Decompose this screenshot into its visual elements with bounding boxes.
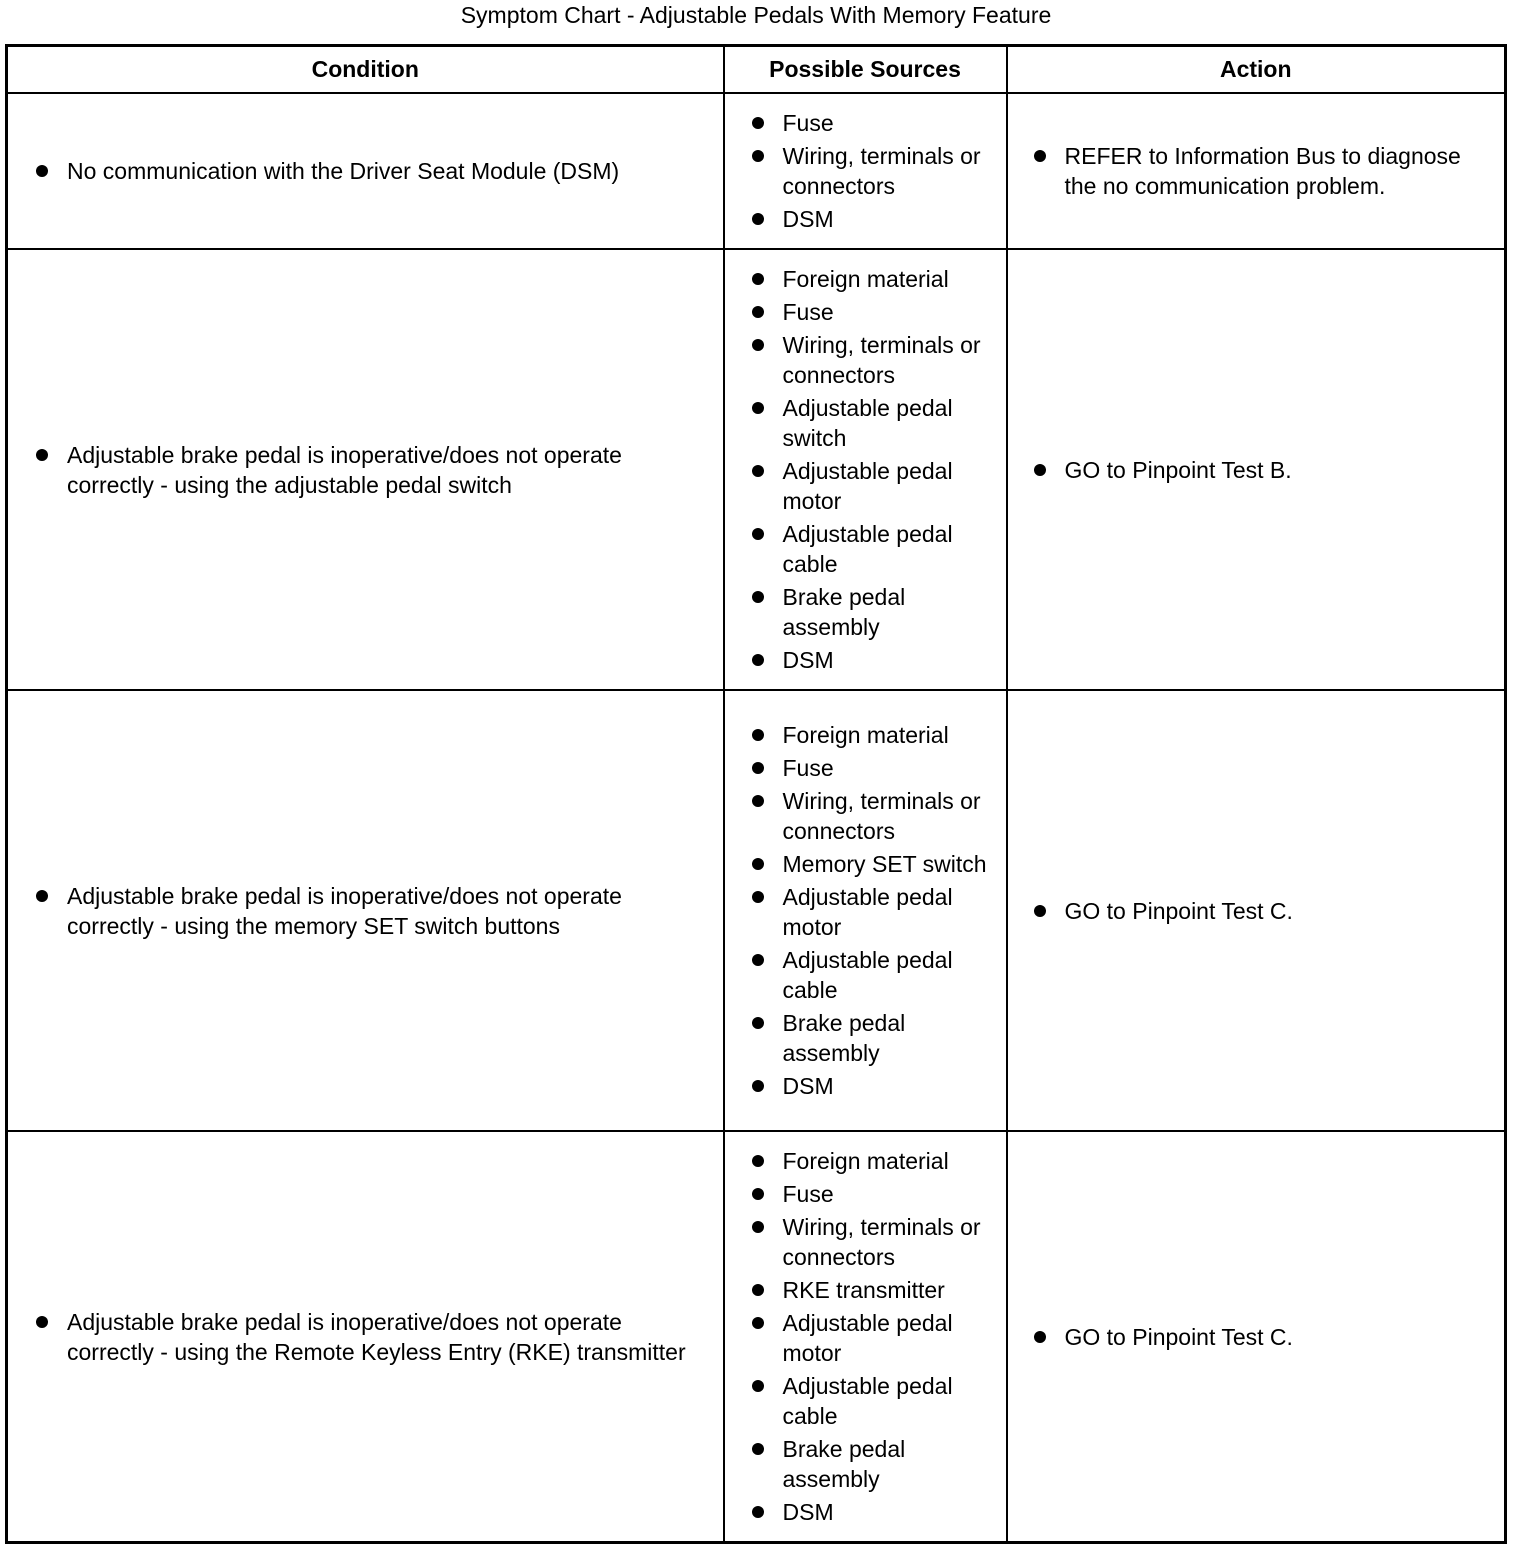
bullet-icon	[752, 117, 764, 129]
list-item: Foreign material	[725, 1146, 1006, 1176]
condition-cell	[7, 1131, 724, 1543]
bullet-icon	[752, 954, 764, 966]
action-text: GO to Pinpoint Test C.	[1064, 1323, 1293, 1350]
list-item: Adjustable pedal cable	[725, 945, 1006, 1005]
action-cell	[1007, 249, 1506, 690]
bullet-icon	[752, 795, 764, 807]
action-text: GO to Pinpoint Test C.	[1064, 897, 1293, 924]
condition-text: Adjustable brake pedal is inoperative/does not operate correctly - using the adjustable pedal switch	[67, 441, 622, 498]
list-item: DSM	[725, 645, 1006, 675]
bullet-icon	[36, 890, 48, 902]
symptom-chart-table	[5, 44, 1507, 1544]
bullet-icon	[752, 1017, 764, 1029]
list-item: Adjustable pedal motor	[725, 882, 1006, 942]
bullet-icon	[752, 1188, 764, 1200]
sources-list	[725, 264, 1006, 675]
bullet-icon	[36, 1316, 48, 1328]
sources-cell	[724, 1131, 1007, 1543]
bullet-icon	[752, 891, 764, 903]
bullet-icon	[752, 1443, 764, 1455]
bullet-icon	[1034, 1331, 1046, 1343]
sources-cell	[724, 690, 1007, 1131]
action-cell	[1007, 93, 1506, 249]
bullet-icon	[1034, 150, 1046, 162]
bullet-icon	[752, 654, 764, 666]
sources-cell	[724, 93, 1007, 249]
bullet-icon	[36, 165, 48, 177]
bullet-icon	[752, 1380, 764, 1392]
bullet-icon	[752, 1221, 764, 1233]
bullet-icon	[752, 1317, 764, 1329]
table-row	[7, 93, 1506, 249]
bullet-icon	[752, 762, 764, 774]
bullet-icon	[752, 150, 764, 162]
bullet-icon	[752, 729, 764, 741]
bullet-icon	[752, 858, 764, 870]
list-item: Brake pedal assembly	[725, 582, 1006, 642]
bullet-icon	[752, 1506, 764, 1518]
list-item: Brake pedal assembly	[725, 1008, 1006, 1068]
condition-cell	[7, 690, 724, 1131]
list-item: Fuse	[725, 108, 1006, 138]
action-text: GO to Pinpoint Test B.	[1064, 456, 1292, 483]
list-item: Wiring, terminals or connectors	[725, 1212, 1006, 1272]
table-row	[7, 249, 1506, 690]
list-item: Adjustable pedal cable	[725, 519, 1006, 579]
bullet-icon	[752, 528, 764, 540]
bullet-icon	[752, 402, 764, 414]
condition-text: Adjustable brake pedal is inoperative/does not operate correctly - using the Remote Keyless Entry (RKE) transmitter	[67, 1308, 686, 1365]
list-item: Memory SET switch	[725, 849, 1006, 879]
chart-title: Symptom Chart - Adjustable Pedals With Memory Feature	[460, 2, 1052, 28]
condition-cell	[7, 249, 724, 690]
list-item: DSM	[725, 1497, 1006, 1527]
list-item: Foreign material	[725, 264, 1006, 294]
bullet-icon	[752, 1284, 764, 1296]
bullet-icon	[752, 591, 764, 603]
bullet-icon	[752, 213, 764, 225]
list-item: RKE transmitter	[725, 1275, 1006, 1305]
sources-list	[725, 1146, 1006, 1527]
condition-header: Condition	[7, 46, 724, 94]
condition-cell	[7, 93, 724, 249]
bullet-icon	[36, 449, 48, 461]
possible-sources-header: Possible Sources	[724, 46, 1007, 94]
table-row	[7, 1131, 1506, 1543]
list-item: Brake pedal assembly	[725, 1434, 1006, 1494]
action-header: Action	[1007, 46, 1506, 94]
list-item: Fuse	[725, 1179, 1006, 1209]
condition-text: Adjustable brake pedal is inoperative/does not operate correctly - using the memory SET switch buttons	[67, 882, 622, 939]
list-item: Wiring, terminals or connectors	[725, 330, 1006, 390]
bullet-icon	[752, 339, 764, 351]
action-cell	[1007, 1131, 1506, 1543]
list-item: Wiring, terminals or connectors	[725, 141, 1006, 201]
list-item: Adjustable pedal cable	[725, 1371, 1006, 1431]
list-item: Fuse	[725, 297, 1006, 327]
bullet-icon	[752, 306, 764, 318]
list-item: Fuse	[725, 753, 1006, 783]
bullet-icon	[1034, 905, 1046, 917]
bullet-icon	[752, 465, 764, 477]
sources-cell	[724, 249, 1007, 690]
bullet-icon	[752, 1155, 764, 1167]
sources-list	[725, 720, 1006, 1101]
list-item: DSM	[725, 1071, 1006, 1101]
bullet-icon	[1034, 464, 1046, 476]
action-cell	[1007, 690, 1506, 1131]
action-text: REFER to Information Bus to diagnose the no communication problem.	[1064, 143, 1461, 199]
list-item: Adjustable pedal switch	[725, 393, 1006, 453]
list-item: DSM	[725, 204, 1006, 234]
sources-list	[725, 108, 1006, 234]
list-item: Foreign material	[725, 720, 1006, 750]
bullet-icon	[752, 273, 764, 285]
bullet-icon	[752, 1080, 764, 1092]
list-item: Wiring, terminals or connectors	[725, 786, 1006, 846]
condition-text: No communication with the Driver Seat Module (DSM)	[67, 158, 620, 184]
list-item: Adjustable pedal motor	[725, 456, 1006, 516]
header-row	[7, 46, 1506, 94]
table-row	[7, 690, 1506, 1131]
list-item: Adjustable pedal motor	[725, 1308, 1006, 1368]
